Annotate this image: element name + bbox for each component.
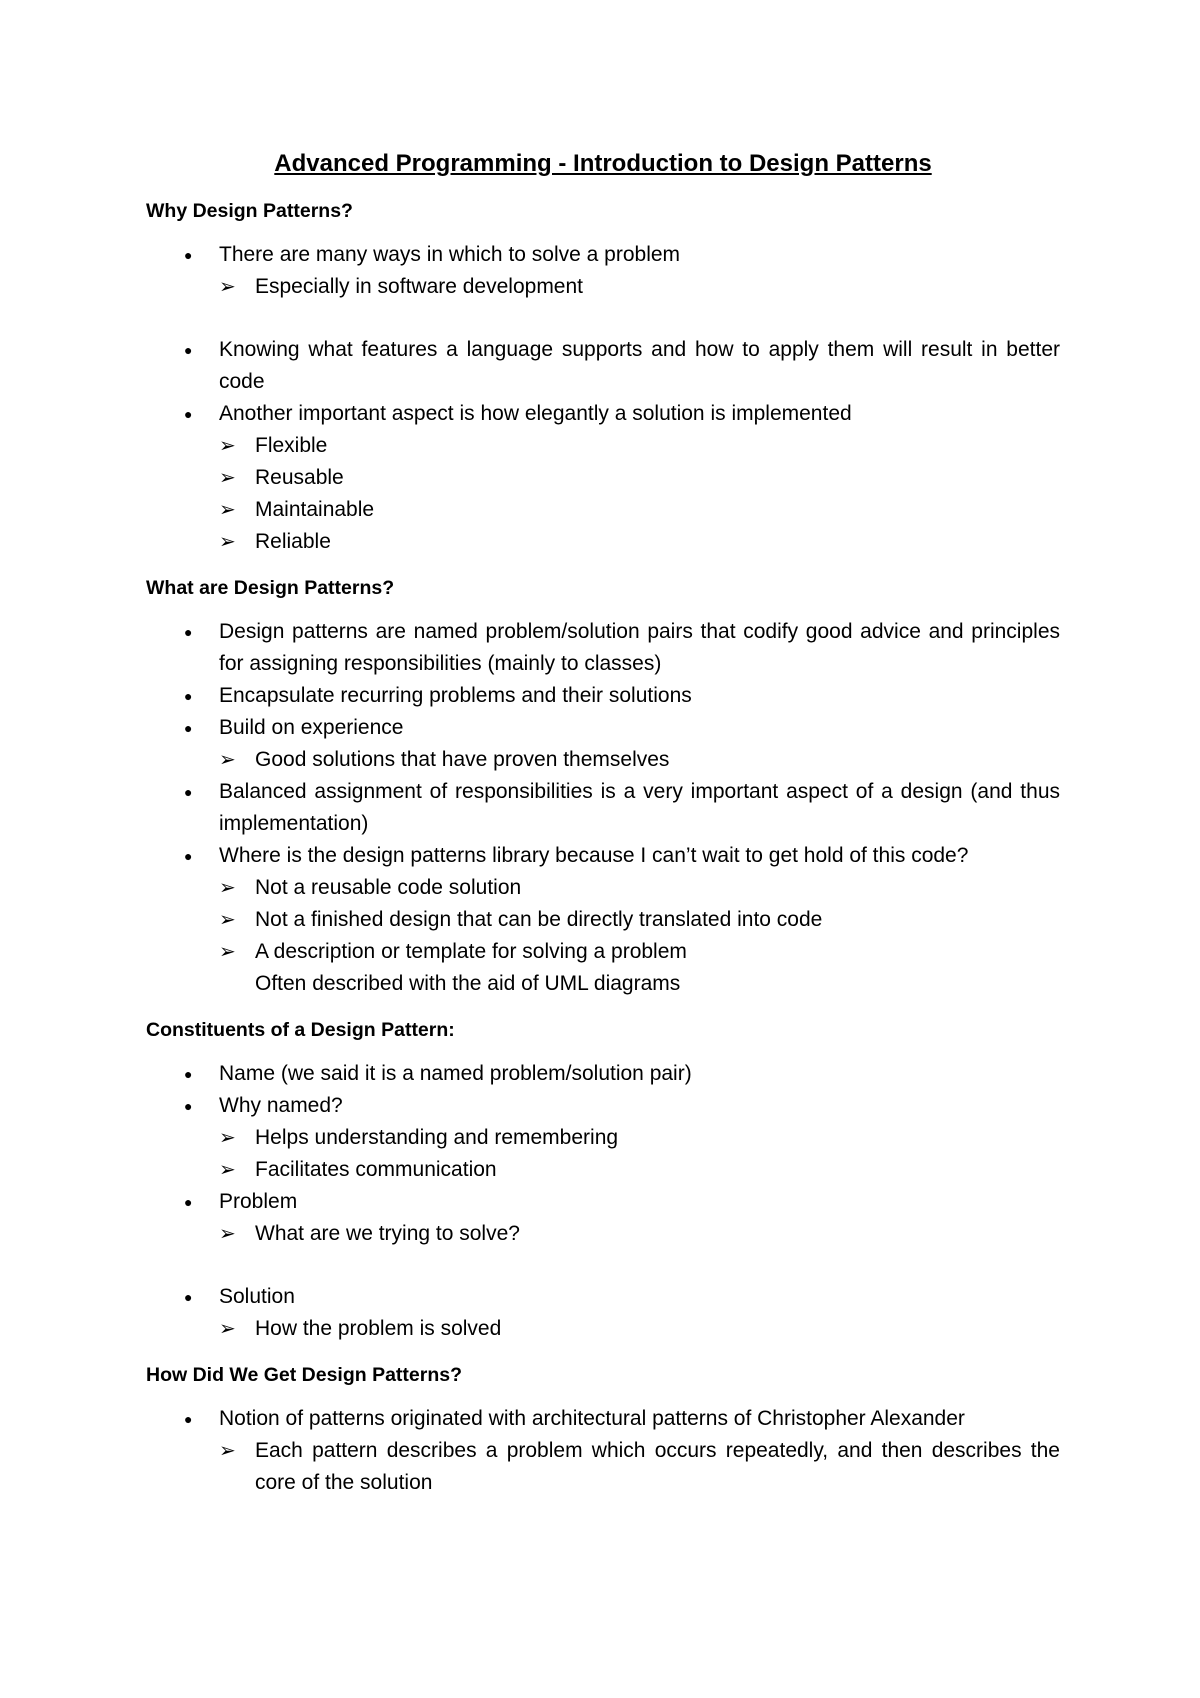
sub-list-item: ➢ What are we trying to solve? (146, 1218, 1060, 1250)
spacer (146, 1250, 1060, 1281)
sub-list-item: ➢ How the problem is solved (146, 1313, 1060, 1345)
section-why-design-patterns (146, 197, 1060, 558)
list-item: ● Where is the design patterns library because I can’t wait to get hold of this code? (146, 840, 1060, 872)
section-how-did-we-get (146, 1361, 1060, 1499)
bullet-dot-icon: ● (184, 784, 193, 800)
bullet-dot-icon: ● (184, 1066, 193, 1082)
arrowhead-icon: ➢ (219, 435, 236, 457)
bullet-dot-icon: ● (184, 848, 193, 864)
sub-list-item: ➢ Not a reusable code solution (146, 872, 1060, 904)
section-heading: Why Design Patterns? (146, 200, 353, 222)
list-item: ● Build on experience (146, 712, 1060, 744)
list-item: ● Knowing what features a language supports and how to apply them will result in better code (146, 334, 1060, 398)
arrowhead-icon: ➢ (219, 1223, 236, 1245)
arrowhead-icon: ➢ (219, 749, 236, 771)
sub-list-item: ➢ Maintainable (146, 494, 1060, 526)
arrowhead-icon: ➢ (219, 1127, 236, 1149)
section-heading: How Did We Get Design Patterns? (146, 1364, 463, 1386)
list-item: ● Name (we said it is a named problem/solution pair) (146, 1058, 1060, 1090)
arrowhead-icon: ➢ (219, 467, 236, 489)
arrowhead-icon: ➢ (219, 909, 236, 931)
bullet-dot-icon: ● (184, 1098, 193, 1114)
list-item: ● Design patterns are named problem/solution pairs that codify good advice and principles for assigning responsibilities (mainly to classes) (146, 616, 1060, 680)
sub-list-item: ➢ Reusable (146, 462, 1060, 494)
sub-list-item: ➢ Facilitates communication (146, 1154, 1060, 1186)
spacer (146, 303, 1060, 334)
list-item: ● Why named? (146, 1090, 1060, 1122)
arrowhead-icon: ➢ (219, 499, 236, 521)
bullet-dot-icon: ● (184, 688, 193, 704)
sub-list-item: ➢ Flexible (146, 430, 1060, 462)
arrowhead-icon: ➢ (219, 1440, 236, 1462)
sub-list-item: ➢ Each pattern describes a problem which occurs repeatedly, and then describes the core of the solution (146, 1435, 1060, 1499)
list-item: ● Problem (146, 1186, 1060, 1218)
section-heading: Constituents of a Design Pattern: (146, 1019, 455, 1041)
arrowhead-icon: ➢ (219, 531, 236, 553)
list-item: ● Encapsulate recurring problems and their solutions (146, 680, 1060, 712)
bullet-dot-icon: ● (184, 1194, 193, 1210)
bullet-dot-icon: ● (184, 247, 193, 263)
section-heading: What are Design Patterns? (146, 577, 395, 599)
bullet-dot-icon: ● (184, 1411, 193, 1427)
document-title: Advanced Programming - Introduction to Design Patterns (274, 150, 932, 177)
arrowhead-icon: ➢ (219, 1318, 236, 1340)
section-constituents (146, 1016, 1060, 1345)
bullet-dot-icon: ● (184, 720, 193, 736)
sub-list-continuation: Often described with the aid of UML diagrams (255, 972, 681, 995)
list-item: ● Notion of patterns originated with architectural patterns of Christopher Alexander (146, 1403, 1060, 1435)
list-item: ● There are many ways in which to solve a problem (146, 239, 1060, 271)
arrowhead-icon: ➢ (219, 941, 236, 963)
arrowhead-icon: ➢ (219, 276, 236, 298)
sub-list-item: ➢ Helps understanding and remembering (146, 1122, 1060, 1154)
list-item: ● Solution (146, 1281, 1060, 1313)
arrowhead-icon: ➢ (219, 1159, 236, 1181)
sub-list-item: ➢ Good solutions that have proven themselves (146, 744, 1060, 776)
bullet-dot-icon: ● (184, 406, 193, 422)
sub-list-item: ➢ Especially in software development (146, 271, 1060, 303)
list-item: ● Another important aspect is how elegantly a solution is implemented (146, 398, 1060, 430)
bullet-dot-icon: ● (184, 1289, 193, 1305)
bullet-dot-icon: ● (184, 342, 193, 358)
arrowhead-icon: ➢ (219, 877, 236, 899)
bullet-dot-icon: ● (184, 624, 193, 640)
sub-list-item: ➢ A description or template for solving a problem (146, 936, 1060, 968)
section-what-are-design-patterns (146, 574, 1060, 1000)
page-content (146, 148, 1060, 1515)
list-item: ● Balanced assignment of responsibilities is a very important aspect of a design (and thus implementation) (146, 776, 1060, 840)
sub-list-item: ➢ Reliable (146, 526, 1060, 558)
sub-list-item: ➢ Not a finished design that can be directly translated into code (146, 904, 1060, 936)
